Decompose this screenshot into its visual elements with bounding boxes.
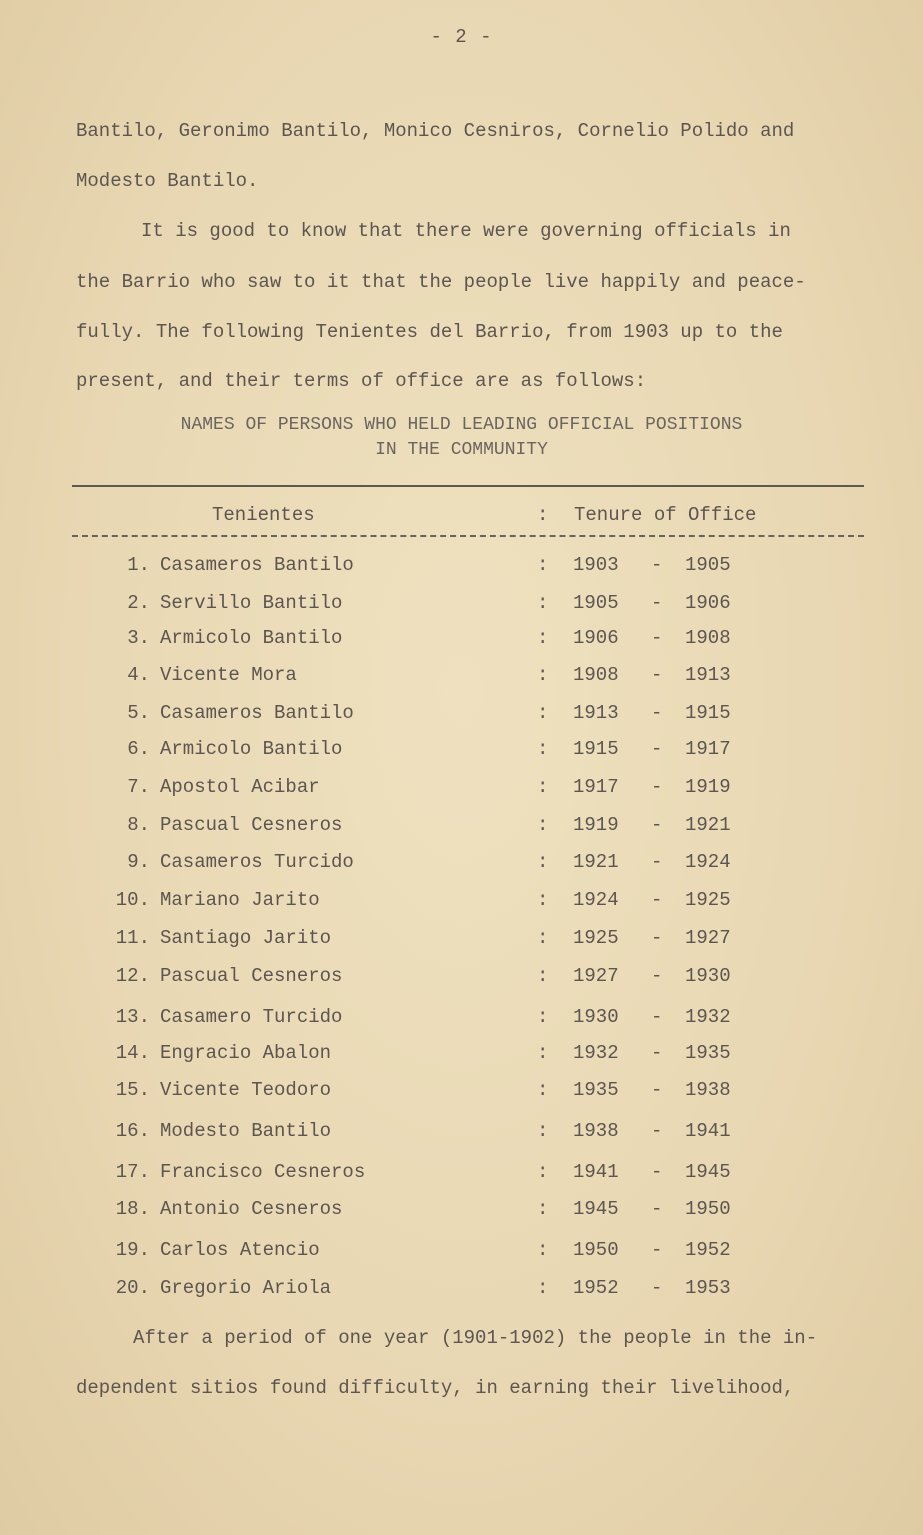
- table-row: 2. Servillo Bantilo : 1905 - 1906: [127, 592, 731, 614]
- table-header-rule: [72, 535, 864, 537]
- table-row: 10. Mariano Jarito : 1924 - 1925: [115, 889, 731, 911]
- paragraph-line-3: fully. The following Tenientes del Barrio, from 1903 up to the: [76, 321, 783, 343]
- page-number: - 2 -: [430, 26, 493, 48]
- table-row: 17. Francisco Cesneros : 1941 - 1945: [115, 1161, 731, 1183]
- column-header-tenure: Tenure of Office: [574, 504, 757, 526]
- column-header-tenientes: Tenientes: [212, 504, 315, 526]
- table-title-line-1: NAMES OF PERSONS WHO HELD LEADING OFFICIAL POSITIONS: [180, 415, 743, 435]
- table-row: 7. Apostol Acibar : 1917 - 1919: [127, 776, 731, 798]
- table-row: 14. Engracio Abalon : 1932 - 1935: [115, 1042, 731, 1064]
- table-row: 1. Casameros Bantilo : 1903 - 1905: [127, 554, 731, 576]
- table-row: 8. Pascual Cesneros : 1919 - 1921: [127, 814, 731, 836]
- table-row: 18. Antonio Cesneros : 1945 - 1950: [115, 1198, 731, 1220]
- closing-line-1: After a period of one year (1901-1902) the people in the in-: [133, 1327, 818, 1349]
- closing-line-2: dependent sitios found difficulty, in earning their livelihood,: [76, 1377, 795, 1399]
- table-row: 13. Casamero Turcido : 1930 - 1932: [115, 1006, 731, 1028]
- column-header-separator: :: [537, 504, 549, 526]
- paragraph-line-4: present, and their terms of office are as follows:: [76, 370, 647, 392]
- table-row: 5. Casameros Bantilo : 1913 - 1915: [127, 702, 731, 724]
- table-title-line-2: IN THE COMMUNITY: [375, 440, 548, 460]
- intro-line-2: Modesto Bantilo.: [76, 170, 259, 192]
- table-row: 11. Santiago Jarito : 1925 - 1927: [115, 927, 731, 949]
- table-row: 19. Carlos Atencio : 1950 - 1952: [115, 1239, 731, 1261]
- table-row: 16. Modesto Bantilo : 1938 - 1941: [115, 1120, 731, 1142]
- table-row: 3. Armicolo Bantilo : 1906 - 1908: [127, 627, 731, 649]
- intro-line-1: Bantilo, Geronimo Bantilo, Monico Cesniros, Cornelio Polido and: [76, 120, 795, 142]
- table-row: 4. Vicente Mora : 1908 - 1913: [127, 664, 731, 686]
- paragraph-line-1: It is good to know that there were governing officials in: [141, 220, 791, 242]
- paragraph-line-2: the Barrio who saw to it that the people live happily and peace-: [76, 271, 806, 293]
- table-row: 9. Casameros Turcido : 1921 - 1924: [127, 851, 731, 873]
- table-row: 12. Pascual Cesneros : 1927 - 1930: [115, 965, 731, 987]
- table-row: 15. Vicente Teodoro : 1935 - 1938: [115, 1079, 731, 1101]
- table-row: 6. Armicolo Bantilo : 1915 - 1917: [127, 738, 731, 760]
- table-top-rule: [72, 485, 864, 487]
- table-row: 20. Gregorio Ariola : 1952 - 1953: [115, 1277, 731, 1299]
